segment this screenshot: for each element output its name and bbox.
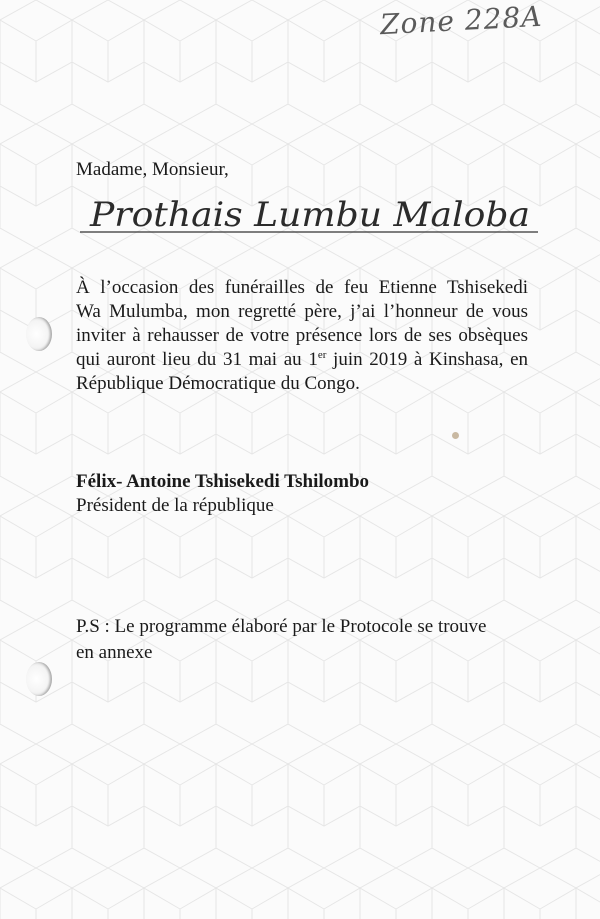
handwritten-name-text: Prothais Lumbu Maloba xyxy=(88,195,531,235)
handwritten-recipient-name xyxy=(80,182,540,242)
body-line: À l’occasion des funérailles de feu Etienne Tshisekedi xyxy=(76,277,528,298)
postscript-line: P.S : Le programme élaboré par le Protocole se trouve xyxy=(76,616,487,637)
punch-hole-top xyxy=(26,317,52,351)
letter-body xyxy=(76,276,528,396)
body-line-dates-end: juin 2019 à Kinshasa, en xyxy=(326,349,529,370)
punch-hole-bottom xyxy=(26,662,52,696)
body-line: inviter à rehausser de votre présence lors de ses obsèques xyxy=(76,325,528,346)
body-line-dates xyxy=(76,348,528,372)
ordinal-superscript: er xyxy=(317,349,327,361)
signer-title: Président de la république xyxy=(76,495,274,516)
body-line-dates-start: qui auront lieu du 31 mai au 1 xyxy=(76,349,318,370)
body-line: Wa Mulumba, mon regretté père, j’ai l’honneur de vous xyxy=(76,301,528,322)
postscript-line: en annexe xyxy=(76,642,153,663)
zone-label: Zone 228A xyxy=(378,0,543,42)
salutation: Madame, Monsieur, xyxy=(76,159,229,180)
paper-stain xyxy=(452,432,459,439)
signer-name: Félix- Antoine Tshisekedi Tshilombo xyxy=(76,471,370,492)
postscript xyxy=(76,614,487,666)
body-line: République Démocratique du Congo. xyxy=(76,373,360,394)
